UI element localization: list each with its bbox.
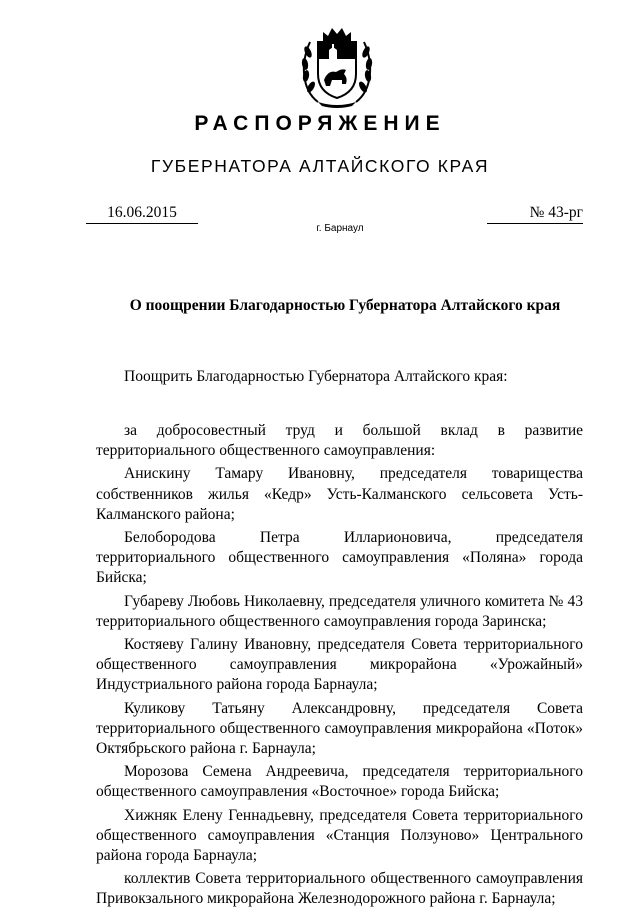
- issuing-authority: ГУБЕРНАТОРА АЛТАЙСКОГО КРАЯ: [150, 156, 490, 176]
- body-paragraph: Белобородова Петра Илларионовича, председателя территориального общественного самоуправления «Поляна» города Бийска;: [96, 529, 583, 587]
- document-date: 16.06.2015: [86, 204, 198, 224]
- body-paragraph: Анискину Тамару Ивановну, председателя товарищества собственников жилья «Кедр» Усть-Калманского сельсовета Усть-Калманского района;: [96, 465, 583, 523]
- coat-of-arms-icon: [296, 24, 378, 108]
- preamble: Поощрить Благодарностью Губернатора Алтайского края:: [124, 368, 508, 385]
- body-paragraph: Губареву Любовь Николаевну, председателя уличного комитета № 43 территориального общественного самоуправления города Заринска;: [96, 592, 583, 630]
- document-body: [96, 421, 583, 910]
- document-subject: О поощрении Благодарностью Губернатора Алтайского края: [129, 297, 561, 314]
- body-paragraph: Хижняк Елену Геннадьевну, председателя Совета территориального общественного самоуправления «Станция Ползуново» Центрального района города Барнаула;: [96, 806, 583, 865]
- body-paragraph: за добросовестный труд и большой вклад в развитие территориального общественного самоуправления:: [96, 422, 583, 460]
- place-of-issue: г. Барнаул: [316, 223, 364, 234]
- body-paragraph: Куликову Татьяну Александровну, председателя Совета территориального общественного самоуправления микрорайона «Поток» Октябрьского района г. Барнаула;: [96, 699, 583, 758]
- body-paragraph: Морозова Семена Андреевича, председателя территориального общественного самоуправления «Восточное» города Бийска;: [96, 763, 583, 801]
- body-paragraph: коллектив Совета территориального общественного самоуправления Привокзального микрорайона Железнодорожного района г. Барнаула;: [96, 870, 583, 908]
- document-type-heading: РАСПОРЯЖЕНИЕ: [194, 112, 446, 135]
- body-paragraph: Костяеву Галину Ивановну, председателя Совета территориального общественного самоуправления микрорайона «Урожайный» Индустриального района города Барнаула;: [96, 636, 583, 694]
- document-number: № 43-рг: [487, 204, 583, 224]
